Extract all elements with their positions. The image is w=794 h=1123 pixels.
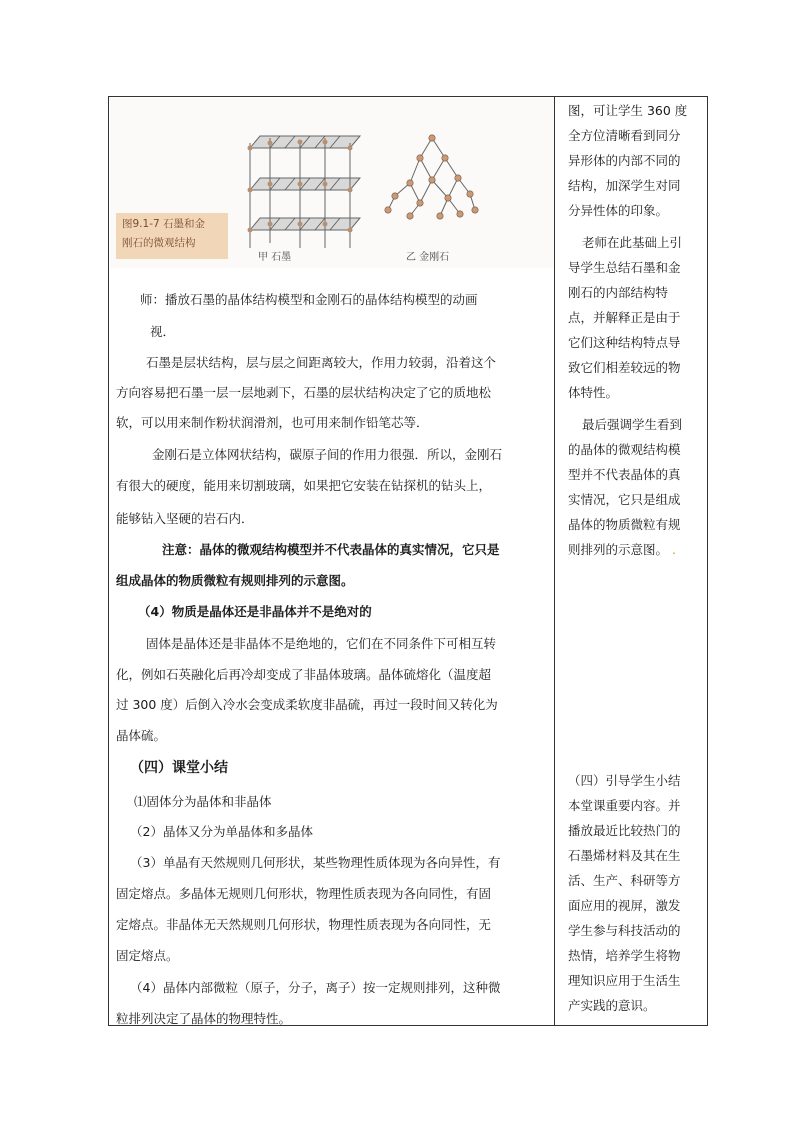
note2-line: 老师在此基础上引 bbox=[582, 235, 683, 250]
note4-line: 播放最近比较热门的 bbox=[568, 823, 681, 838]
p4-line2: 化，例如石英融化后再冷却变成了非晶体玻璃。晶体硫熔化（温度超 bbox=[116, 667, 492, 682]
note3-line: 最后强调学生看到 bbox=[582, 417, 683, 432]
note4-line: 热情，培养学生将物 bbox=[568, 948, 681, 963]
note2-line: 它们这种结构特点导 bbox=[568, 335, 681, 350]
note4-line: 学生参与科技活动的 bbox=[568, 923, 681, 938]
note4-line: 石墨烯材料及其在生 bbox=[568, 848, 681, 863]
p4-line3: 过 300 度）后倒入冷水会变成柔软度非晶硫，再过一段时间又转化为 bbox=[116, 697, 498, 712]
note1-line: 结构，加深学生对同 bbox=[568, 178, 681, 193]
note1-line: 全方位清晰看到同分 bbox=[568, 128, 681, 143]
p1-line2: 视． bbox=[150, 324, 176, 339]
note-line1: 注意：晶体的微观结构模型并不代表晶体的真实情况，它只是 bbox=[162, 542, 500, 557]
note4-line: 活、生产、科研等方 bbox=[568, 873, 681, 888]
note4-line: 产实践的意识。 bbox=[568, 998, 656, 1013]
column-divider bbox=[554, 96, 555, 1026]
note2-line: 致它们相差较远的物 bbox=[568, 360, 681, 375]
note3-line: 实情况，它只是组成 bbox=[568, 492, 681, 507]
p4-line4: 晶体硫。 bbox=[116, 728, 167, 743]
p1-line1: 师：播放石墨的晶体结构模型和金刚石的晶体结构模型的动画 bbox=[140, 292, 478, 307]
note1-line: 图，可让学生 360 度 bbox=[568, 103, 688, 118]
summary-3-line1: （3）单晶有天然规则几何形状，某些物理性质体现为各向异性，有 bbox=[130, 855, 501, 870]
subheading-4: （4）物质是晶体还是非晶体并不是绝对的 bbox=[138, 604, 372, 619]
note3-line: 型并不代表晶体的真 bbox=[568, 467, 681, 482]
summary-2: （2）晶体又分为单晶体和多晶体 bbox=[130, 824, 313, 839]
section-heading: （四）课堂小结 bbox=[130, 760, 228, 776]
p3-line2: 有很大的硬度，能用来切割玻璃，如果把它安装在钻探机的钻头上， bbox=[116, 478, 492, 493]
note3-line: 的晶体的微观结构模 bbox=[568, 442, 681, 457]
note2-line: 体特性。 bbox=[568, 385, 619, 400]
note4-line: （四）引导学生小结 bbox=[568, 773, 681, 788]
summary-3-line4: 固定熔点。 bbox=[116, 948, 179, 963]
summary-3-line2: 固定熔点。多晶体无规则几何形状，物理性质表现为各向同性，有固 bbox=[116, 886, 492, 901]
note1-line: 异形体的内部不同的 bbox=[568, 153, 681, 168]
note3-line: 则排列的示意图。 . bbox=[568, 542, 676, 557]
summary-3-line3: 定熔点。非晶体无天然规则几何形状，物理性质表现为各向同性，无 bbox=[116, 917, 492, 932]
structure-figure bbox=[110, 98, 554, 268]
figure-caption-box bbox=[116, 213, 228, 259]
note4-line: 理知识应用于生活生 bbox=[568, 973, 681, 988]
summary-4-line1: （4）晶体内部微粒（原子，分子，离子）按一定规则排列，这种微 bbox=[130, 980, 501, 995]
note-block-1 bbox=[568, 98, 704, 223]
diamond-label: 乙 金刚石 bbox=[406, 252, 450, 263]
note-block-3 bbox=[568, 412, 704, 562]
summary-4-line2: 粒排列决定了晶体的物理特性。 bbox=[116, 1011, 292, 1026]
p2-line3: 软，可以用来制作粉状润滑剂，也可用来制作铅笔芯等． bbox=[116, 415, 429, 430]
trailing-mark: . bbox=[672, 542, 676, 557]
note4-line: 本堂课重要内容。并 bbox=[568, 798, 681, 813]
p3-line3: 能够钻入坚硬的岩石内． bbox=[116, 511, 254, 526]
figure-caption-line1: 图9.1-7 石墨和金 bbox=[122, 218, 206, 230]
figure-caption-line2: 刚石的微观结构 bbox=[122, 237, 196, 249]
note-line2: 组成晶体的物质微粒有规则排列的示意图。 bbox=[116, 573, 354, 588]
p3-line1: 金刚石是立体网状结构，碳原子间的作用力很强．所以，金刚石 bbox=[152, 447, 503, 462]
note2-line: 导学生总结石墨和金 bbox=[568, 260, 681, 275]
note1-line: 分异性体的印象。 bbox=[568, 203, 669, 218]
summary-1: ⑴固体分为晶体和非晶体 bbox=[134, 794, 272, 809]
note2-line: 点，并解释正是由于 bbox=[568, 310, 681, 325]
note-block-4 bbox=[568, 768, 704, 1018]
note3-line: 晶体的物质微粒有规 bbox=[568, 517, 681, 532]
note-block-2 bbox=[568, 230, 704, 405]
p2-line2: 方向容易把石墨一层一层地剥下，石墨的层状结构决定了它的质地松 bbox=[116, 385, 492, 400]
p4-line1: 固体是晶体还是非晶体不是绝地的，它们在不同条件下可相互转 bbox=[146, 636, 497, 651]
p2-line1: 石墨是层状结构，层与层之间距离较大，作用力较弱，沿着这个 bbox=[146, 355, 497, 370]
note4-line: 面应用的视屏，激发 bbox=[568, 898, 681, 913]
note2-line: 刚石的内部结构特 bbox=[568, 285, 669, 300]
graphite-label: 甲 石墨 bbox=[258, 252, 292, 263]
